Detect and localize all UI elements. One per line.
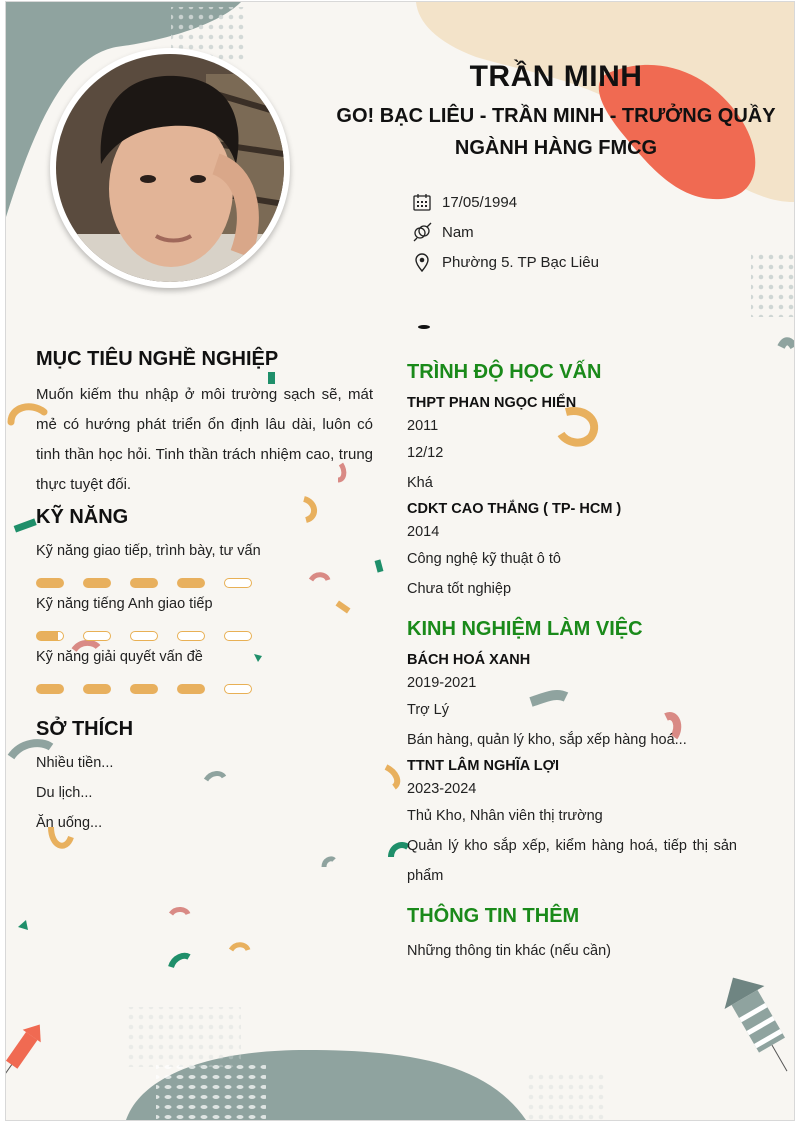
- cv-page: [5, 1, 795, 1121]
- education-detail-2: Công nghệ kỹ thuật ô tô: [407, 551, 561, 567]
- experience-period-2: 2023-2024: [407, 781, 477, 797]
- experience-description-2: Quản lý kho sắp xếp, kiểm hàng hoá, tiếp thị sản phẩm: [407, 838, 737, 884]
- rating-pill: [83, 684, 111, 694]
- rating-pill: [177, 631, 205, 641]
- rating-pill: [224, 578, 252, 588]
- education-detail-1: 12/12: [407, 445, 444, 461]
- skills-heading: KỸ NĂNG: [36, 506, 129, 528]
- experience-description-1: Bán hàng, quản lý kho, sắp xếp hàng hoá...: [407, 732, 687, 748]
- extra-info-heading: THÔNG TIN THÊM: [407, 905, 580, 927]
- education-year-2: 2014: [407, 524, 440, 540]
- birthdate-row: [412, 191, 517, 213]
- education-result-1: Khá: [407, 475, 433, 491]
- rating-pill: [36, 578, 64, 588]
- gender: Nam: [442, 223, 474, 241]
- skill-rating-1: [36, 578, 252, 588]
- education-school-1: THPT PHAN NGỌC HIỂN: [407, 395, 577, 411]
- gender-icon: [412, 222, 432, 242]
- rating-pill: [83, 578, 111, 588]
- education-result-2: Chưa tốt nghiệp: [407, 581, 512, 597]
- rating-pill: [177, 684, 205, 694]
- experience-heading: KINH NGHIỆM LÀM VIỆC: [407, 618, 643, 640]
- experience-company-2: TTNT LÂM NGHĨA LỢI: [407, 758, 559, 774]
- location-pin-icon: [412, 252, 432, 272]
- rating-pill: [130, 631, 158, 641]
- avatar: [50, 48, 290, 288]
- job-title-line-2: NGÀNH HÀNG FMCG: [454, 137, 658, 159]
- calendar-icon: [412, 192, 432, 212]
- rating-pill: [83, 631, 111, 641]
- skill-rating-2: [36, 631, 252, 641]
- rating-pill: [130, 684, 158, 694]
- job-title-line-1: GO! BẠC LIÊU - TRẦN MINH - TRƯỞNG QUẦY: [336, 105, 776, 127]
- experience-role-2: Thủ Kho, Nhân viên thị trường: [407, 808, 603, 824]
- extra-info-text: Những thông tin khác (nếu cần): [407, 943, 611, 959]
- address-row: [412, 251, 599, 273]
- education-heading: TRÌNH ĐỘ HỌC VẤN: [407, 361, 602, 383]
- rating-pill: [130, 578, 158, 588]
- hobby-item: Nhiều tiền...: [36, 755, 114, 771]
- skill-rating-3: [36, 684, 252, 694]
- birthdate: 17/05/1994: [442, 193, 518, 211]
- job-title: [336, 100, 776, 164]
- rating-pill: [177, 578, 205, 588]
- education-year-1: 2011: [407, 418, 439, 434]
- hobby-item: Ăn uống...: [36, 815, 103, 831]
- skill-name-1: Kỹ năng giao tiếp, trình bày, tư vấn: [36, 543, 261, 559]
- objective-text: Muốn kiếm thu nhập ở môi trường sạch sẽ, mát mẻ có hướng phát triển ổn định lâu dài, luôn có tinh thần học hỏi. Tinh thần trách nhiệm cao, trung thực tuyệt đối.: [36, 386, 373, 493]
- experience-role-1: Trợ Lý: [407, 702, 449, 718]
- hobby-item: Du lịch...: [36, 785, 93, 801]
- skill-name-3: Kỹ năng giải quyết vấn đề: [36, 649, 203, 665]
- hobbies-heading: SỞ THÍCH: [36, 718, 134, 740]
- candidate-name: TRẦN MINH: [469, 60, 643, 93]
- rating-pill: [36, 631, 64, 641]
- rating-pill: [36, 684, 64, 694]
- gender-row: [412, 221, 474, 243]
- experience-company-1: BÁCH HOÁ XANH: [407, 652, 531, 668]
- education-school-2: CDKT CAO THẮNG ( TP- HCM ): [407, 501, 622, 517]
- experience-period-1: 2019-2021: [407, 675, 477, 691]
- objective-heading: MỤC TIÊU NGHỀ NGHIỆP: [36, 348, 279, 370]
- skill-name-2: Kỹ năng tiếng Anh giao tiếp: [36, 596, 213, 612]
- profile-photo: [56, 54, 284, 282]
- address: Phường 5. TP Bạc Liêu: [442, 253, 599, 271]
- rating-pill: [224, 684, 252, 694]
- rating-pill: [224, 631, 252, 641]
